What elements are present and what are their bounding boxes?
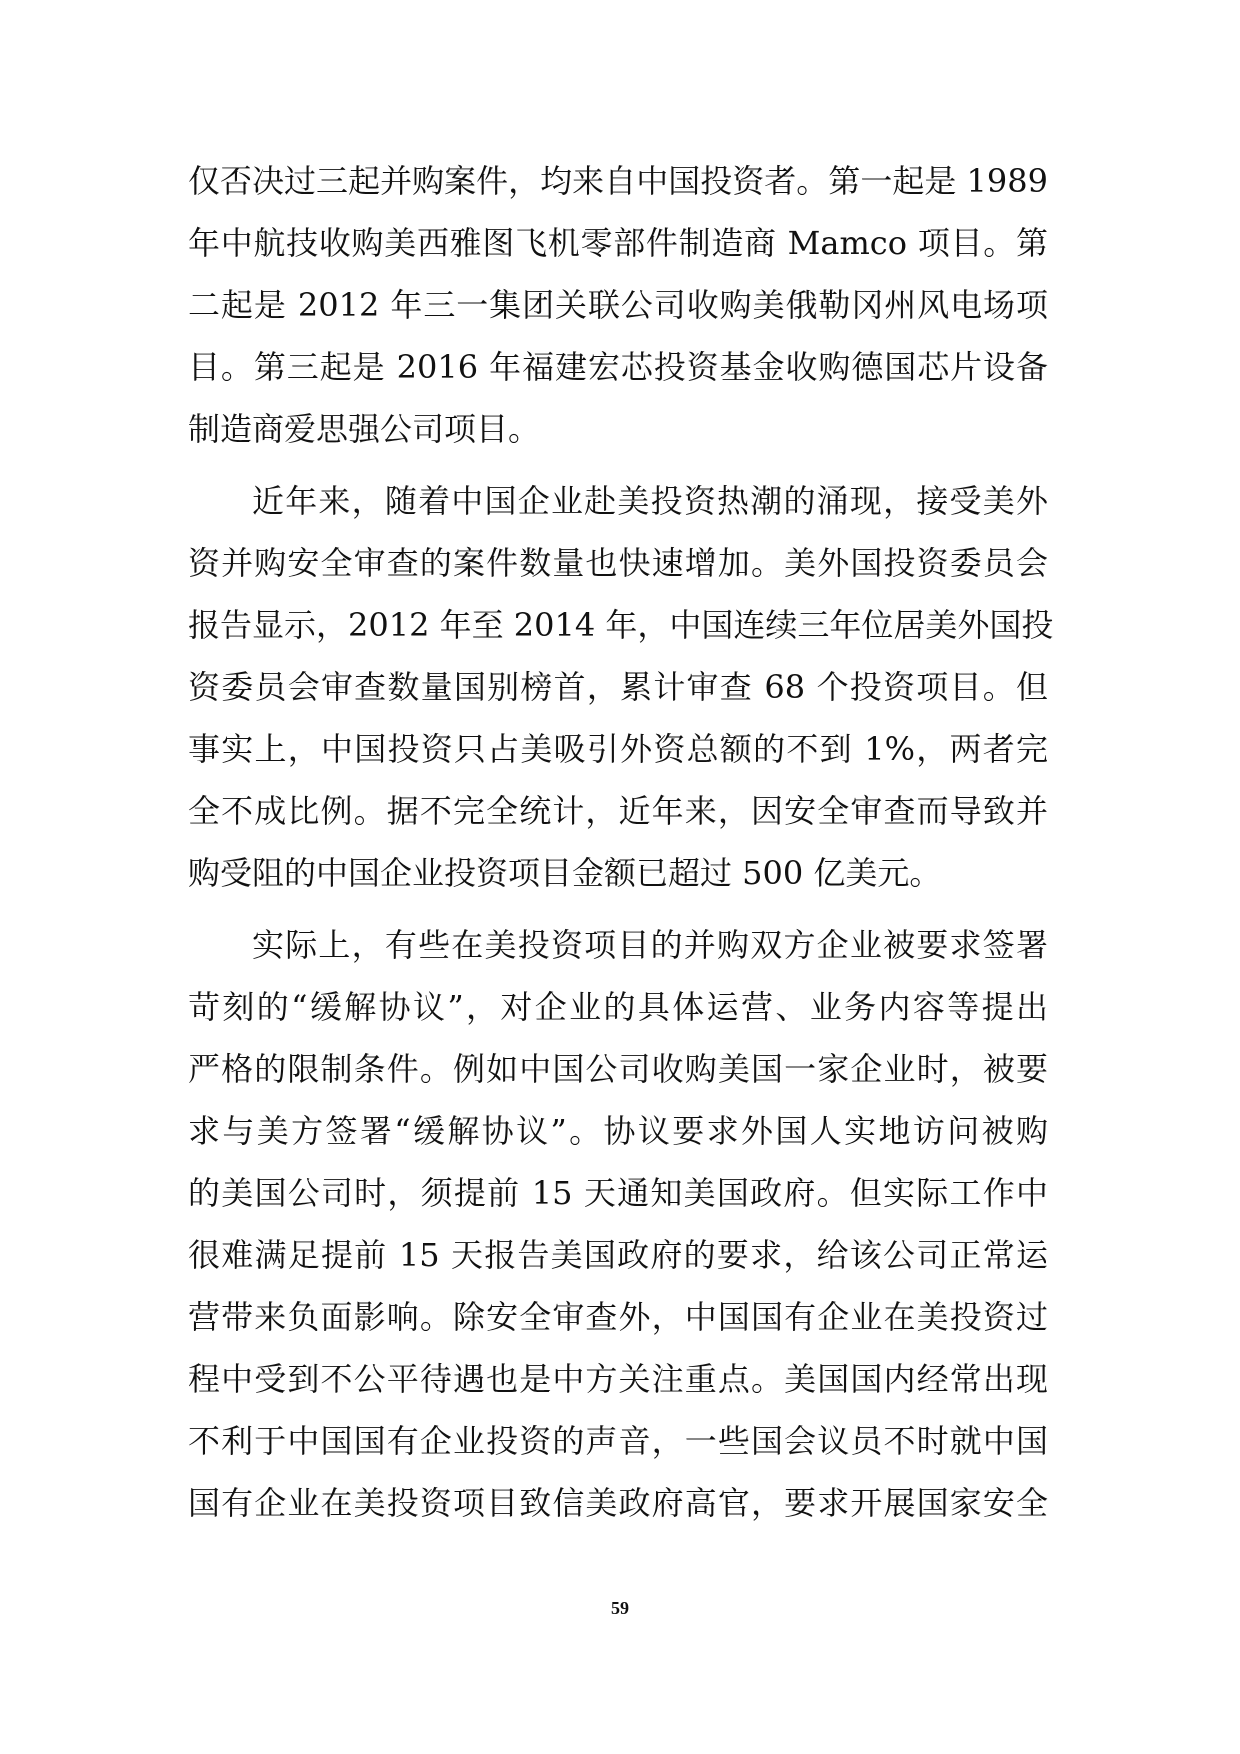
text-line: 近年来，随着中国企业赴美投资热潮的涌现，接受美外 [252, 482, 1048, 520]
text-line: 仅否决过三起并购案件，均来自中国投资者。第一起是 1989 [188, 162, 1048, 200]
text-line: 目。第三起是 2016 年福建宏芯投资基金收购德国芯片设备 [188, 348, 1048, 386]
text-line: 资并购安全审查的案件数量也快速增加。美外国投资委员会 [188, 544, 1048, 582]
text-line: 报告显示，2012 年至 2014 年，中国连续三年位居美外国投 [188, 606, 1054, 644]
paragraph-1 [188, 150, 1048, 460]
text-line: 实际上，有些在美投资项目的并购双方企业被要求签署 [252, 926, 1048, 964]
text-line: 二起是 2012 年三一集团关联公司收购美俄勒冈州风电场项 [188, 286, 1048, 324]
text-line: 制造商爱思强公司项目。 [188, 410, 541, 448]
paragraph-gap [188, 460, 1048, 470]
text-line: 全不成比例。据不完全统计，近年来，因安全审查而导致并 [188, 792, 1048, 830]
text-line: 苛刻的“缓解协议”，对企业的具体运营、业务内容等提出 [188, 988, 1048, 1026]
text-line: 年中航技收购美西雅图飞机零部件制造商 Mamco 项目。第 [188, 224, 1048, 262]
paragraph-2 [188, 470, 1054, 904]
text-line: 营带来负面影响。除安全审查外，中国国有企业在美投资过 [188, 1298, 1048, 1336]
text-line: 事实上，中国投资只占美吸引外资总额的不到 1%，两者完 [188, 730, 1048, 768]
paragraph-3 [188, 914, 1048, 1534]
page-number: 59 [611, 1598, 629, 1618]
paragraph-gap [188, 904, 1048, 914]
text-line: 不利于中国国有企业投资的声音，一些国会议员不时就中国 [188, 1422, 1048, 1460]
text-line: 资委员会审查数量国别榜首，累计审查 68 个投资项目。但 [188, 668, 1048, 706]
body-text [188, 150, 1054, 1534]
text-line: 严格的限制条件。例如中国公司收购美国一家企业时，被要 [188, 1050, 1048, 1088]
text-line: 求与美方签署“缓解协议”。协议要求外国人实地访问被购 [188, 1112, 1048, 1150]
text-line: 的美国公司时，须提前 15 天通知美国政府。但实际工作中 [188, 1174, 1048, 1212]
text-line: 购受阻的中国企业投资项目金额已超过 500 亿美元。 [188, 854, 942, 892]
text-line: 国有企业在美投资项目致信美政府高官，要求开展国家安全 [188, 1484, 1048, 1522]
text-line: 程中受到不公平待遇也是中方关注重点。美国国内经常出现 [188, 1360, 1048, 1398]
text-line: 很难满足提前 15 天报告美国政府的要求，给该公司正常运 [188, 1236, 1048, 1274]
